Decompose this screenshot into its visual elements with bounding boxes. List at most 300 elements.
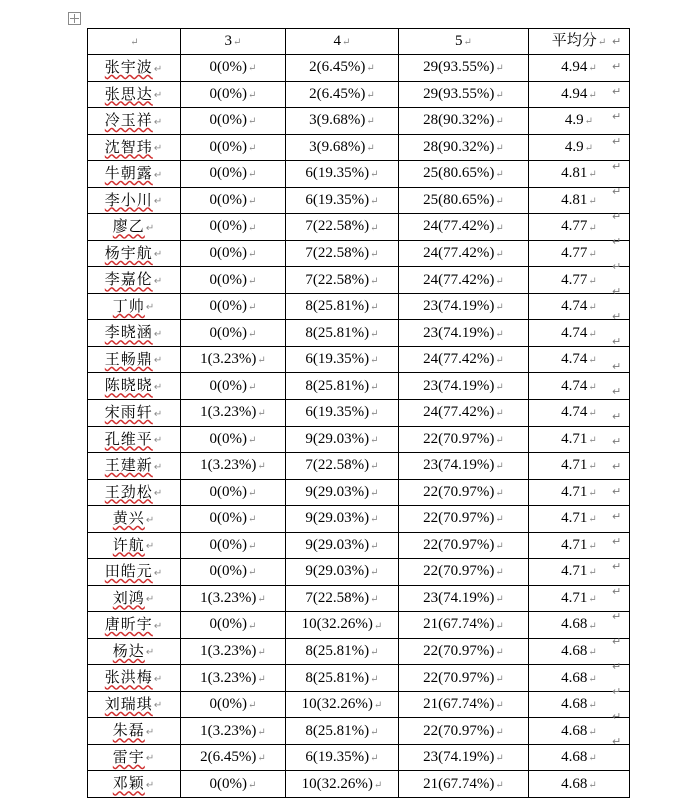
cell-score-4: [286, 665, 399, 692]
cell-average-text: 4.77: [561, 218, 588, 235]
cell-end-mark-icon: ↵: [584, 142, 594, 154]
paragraph-end-mark-icon: ↵: [612, 561, 622, 573]
cell-student-name-text: 沈智玮: [104, 138, 153, 156]
cell-end-mark-icon: ↵: [248, 779, 257, 791]
cell-end-mark-icon: ↵: [370, 593, 379, 605]
cell-score-4: [286, 346, 399, 373]
cell-score-4: [286, 426, 399, 453]
cell-end-mark-icon: ↵: [153, 63, 164, 75]
table-row: [88, 320, 630, 347]
cell-score-3-text: 0(0%): [209, 85, 248, 102]
cell-score-5: [399, 665, 529, 692]
cell-score-3-text: 0(0%): [209, 298, 248, 315]
cell-score-5: [399, 161, 529, 188]
cell-average-text: 4.81: [561, 191, 588, 208]
cell-student-name-text: 杨宇航: [104, 244, 153, 262]
cell-score-3-text: 0(0%): [209, 563, 248, 580]
cell-score-4-text: 9(29.03%): [305, 483, 370, 500]
cell-score-5: [399, 691, 529, 718]
cell-score-3-text: 0(0%): [209, 377, 248, 394]
cell-end-mark-icon: ↵: [495, 275, 504, 287]
cell-end-mark-icon: ↵: [597, 37, 607, 49]
cell-score-5-text: 24(77.42%): [423, 218, 495, 235]
cell-end-mark-icon: ↵: [495, 540, 504, 552]
paragraph-end-mark-icon: ↵: [612, 586, 622, 598]
cell-score-3: [181, 479, 286, 506]
cell-score-4-text: 8(25.81%): [305, 642, 370, 659]
cell-end-mark-icon: ↵: [495, 408, 504, 420]
cell-score-5-text: 23(74.19%): [423, 324, 495, 341]
paragraph-end-mark-icon: ↵: [612, 486, 622, 498]
cell-student-name: [88, 293, 181, 320]
cell-average-text: 4.9: [564, 138, 584, 155]
cell-average-text: 4.68: [561, 749, 588, 766]
cell-end-mark-icon: ↵: [370, 408, 379, 420]
cell-end-mark-icon: ↵: [153, 169, 164, 181]
paragraph-end-mark-icon: ↵: [612, 661, 622, 673]
cell-average-text: 4.81: [561, 165, 588, 182]
cell-end-mark-icon: ↵: [495, 434, 504, 446]
cell-score-5-text: 23(74.19%): [423, 377, 495, 394]
cell-score-4-text: 9(29.03%): [305, 536, 370, 553]
table-row: [88, 293, 630, 320]
cell-score-4-text: 6(19.35%): [305, 749, 370, 766]
cell-end-mark-icon: ↵: [588, 196, 597, 208]
table-row: [88, 240, 630, 267]
table-row: [88, 55, 630, 82]
cell-score-4-text: 9(29.03%): [305, 430, 370, 447]
cell-end-mark-icon: ↵: [370, 169, 379, 181]
cell-end-mark-icon: ↵: [257, 355, 266, 367]
cell-average-text: 4.74: [561, 298, 588, 315]
cell-score-4: [286, 479, 399, 506]
cell-end-mark-icon: ↵: [588, 169, 597, 181]
paragraph-end-mark-icon: ↵: [612, 136, 622, 148]
cell-score-5-text: 29(93.55%): [423, 59, 495, 76]
cell-end-mark-icon: ↵: [248, 540, 257, 552]
cell-score-5: [399, 346, 529, 373]
cell-average: [529, 771, 630, 798]
cell-score-3: [181, 267, 286, 294]
cell-score-4-text: 9(29.03%): [305, 510, 370, 527]
cell-end-mark-icon: ↵: [153, 700, 164, 712]
paragraph-end-mark-icon: ↵: [612, 61, 622, 73]
cell-average-text: 4.71: [561, 483, 588, 500]
cell-score-5-text: 24(77.42%): [423, 245, 495, 262]
cell-score-3: [181, 638, 286, 665]
cell-end-mark-icon: ↵: [153, 408, 164, 420]
cell-score-5-text: 23(74.19%): [423, 589, 495, 606]
cell-student-name-text: 黄兴: [112, 510, 145, 528]
table-row: [88, 559, 630, 586]
cell-student-name-text: 丁帅: [112, 297, 145, 315]
cell-end-mark-icon: ↵: [370, 647, 379, 659]
cell-end-mark-icon: ↵: [588, 753, 597, 765]
cell-score-5: [399, 108, 529, 135]
cell-end-mark-icon: ↵: [145, 594, 156, 606]
table-row: [88, 134, 630, 161]
cell-score-5-text: 25(80.65%): [423, 191, 495, 208]
cell-score-5: [399, 267, 529, 294]
cell-end-mark-icon: ↵: [588, 302, 597, 314]
cell-end-mark-icon: ↵: [153, 116, 164, 128]
paragraph-end-mark-icon: ↵: [612, 611, 622, 623]
cell-student-name-text: 雷宇: [112, 748, 145, 766]
column-header-name: [88, 29, 181, 55]
cell-score-4: [286, 293, 399, 320]
cell-score-5: [399, 718, 529, 745]
cell-end-mark-icon: ↵: [495, 514, 504, 526]
cell-end-mark-icon: ↵: [373, 620, 383, 632]
cell-score-5-text: 22(70.97%): [423, 722, 495, 739]
cell-score-5: [399, 134, 529, 161]
cell-end-mark-icon: ↵: [370, 249, 379, 261]
cell-score-5: [399, 771, 529, 798]
paragraph-end-mark-icon: ↵: [612, 636, 622, 648]
table-row: [88, 532, 630, 559]
cell-score-3: [181, 187, 286, 214]
cell-end-mark-icon: ↵: [248, 196, 257, 208]
cell-end-mark-icon: ↵: [495, 355, 504, 367]
paragraph-end-mark-icon: ↵: [612, 686, 622, 698]
cell-end-mark-icon: ↵: [495, 381, 504, 393]
cell-average-text: 4.71: [561, 430, 588, 447]
cell-score-4: [286, 532, 399, 559]
cell-end-mark-icon: ↵: [588, 89, 597, 101]
cell-score-4-text: 8(25.81%): [305, 722, 370, 739]
cell-end-mark-icon: ↵: [495, 116, 504, 128]
cell-score-4: [286, 214, 399, 241]
cell-student-name: [88, 134, 181, 161]
paragraph-end-mark-icon: ↵: [612, 361, 622, 373]
cell-end-mark-icon: ↵: [257, 647, 266, 659]
cell-student-name-text: 朱磊: [112, 722, 145, 740]
cell-end-mark-icon: ↵: [145, 726, 156, 738]
cell-end-mark-icon: ↵: [588, 328, 597, 340]
cell-score-3: [181, 506, 286, 533]
cell-average-text: 4.77: [561, 245, 588, 262]
table-body: [88, 55, 630, 798]
cell-student-name-text: 邓颖: [112, 775, 145, 793]
cell-score-3: [181, 214, 286, 241]
cell-score-3: [181, 81, 286, 108]
cell-average-text: 4.68: [561, 775, 588, 792]
cell-end-mark-icon: ↵: [153, 275, 164, 287]
cell-end-mark-icon: ↵: [366, 142, 375, 154]
cell-average-text: 4.71: [561, 536, 588, 553]
cell-student-name: [88, 559, 181, 586]
cell-score-5-text: 22(70.97%): [423, 510, 495, 527]
cell-end-mark-icon: ↵: [153, 328, 164, 340]
paragraph-end-mark-icon: ↵: [612, 186, 622, 198]
cell-score-3-text: 0(0%): [209, 271, 248, 288]
cell-score-3-text: 0(0%): [209, 536, 248, 553]
cell-score-3-text: 0(0%): [209, 696, 248, 713]
table-row: [88, 267, 630, 294]
cell-end-mark-icon: ↵: [370, 302, 379, 314]
cell-score-3-text: 1(3.23%): [200, 351, 257, 368]
cell-end-mark-icon: ↵: [248, 567, 257, 579]
cell-student-name: [88, 346, 181, 373]
cell-student-name-text: 田皓元: [104, 563, 153, 581]
cell-student-name-text: 李嘉伦: [104, 271, 153, 289]
cell-end-mark-icon: ↵: [370, 222, 379, 234]
cell-score-4: [286, 399, 399, 426]
cell-score-4-text: 3(9.68%): [309, 138, 366, 155]
paragraph-end-mark-icon: ↵: [612, 711, 622, 723]
cell-score-5: [399, 506, 529, 533]
cell-end-mark-icon: ↵: [145, 647, 156, 659]
cell-student-name: [88, 426, 181, 453]
cell-end-mark-icon: ↵: [373, 700, 383, 712]
paragraph-end-mark-icon: ↵: [612, 36, 622, 48]
column-header-score-3-label: 3: [224, 33, 233, 49]
cell-score-3-text: 0(0%): [209, 59, 248, 76]
cell-student-name-text: 王畅鼎: [104, 350, 153, 368]
cell-average-text: 4.71: [561, 510, 588, 527]
cell-end-mark-icon: ↵: [248, 116, 257, 128]
cell-student-name-text: 刘鸿: [112, 589, 145, 607]
cell-score-5: [399, 399, 529, 426]
cell-score-5-text: 22(70.97%): [423, 563, 495, 580]
table-row: [88, 665, 630, 692]
cell-student-name: [88, 267, 181, 294]
cell-end-mark-icon: ↵: [495, 647, 504, 659]
cell-score-4: [286, 267, 399, 294]
table-row: [88, 81, 630, 108]
cell-score-3: [181, 161, 286, 188]
cell-end-mark-icon: ↵: [584, 116, 594, 128]
cell-score-3: [181, 108, 286, 135]
cell-score-5: [399, 585, 529, 612]
cell-end-mark-icon: ↵: [248, 302, 257, 314]
cell-score-3-text: 0(0%): [209, 138, 248, 155]
cell-student-name-text: 张洪梅: [104, 669, 153, 687]
table-row: [88, 108, 630, 135]
paragraph-end-mark-icon: ↵: [612, 261, 622, 273]
cell-score-3: [181, 744, 286, 771]
cell-end-mark-icon: ↵: [588, 673, 597, 685]
cell-score-4-text: 10(32.26%): [301, 696, 373, 713]
cell-score-3-text: 0(0%): [209, 483, 248, 500]
cell-end-mark-icon: ↵: [588, 647, 597, 659]
cell-end-mark-icon: ↵: [248, 328, 257, 340]
cell-average-text: 4.94: [561, 59, 588, 76]
cell-end-mark-icon: ↵: [248, 381, 257, 393]
cell-student-name-text: 张宇波: [104, 59, 153, 77]
grade-table: [87, 28, 630, 798]
table-row: [88, 771, 630, 798]
cell-score-5: [399, 373, 529, 400]
cell-score-5-text: 25(80.65%): [423, 165, 495, 182]
cell-student-name: [88, 771, 181, 798]
cell-score-3: [181, 55, 286, 82]
cell-end-mark-icon: ↵: [495, 779, 504, 791]
column-header-score-4: [286, 29, 399, 55]
cell-score-4-text: 9(29.03%): [305, 563, 370, 580]
cell-end-mark-icon: ↵: [588, 567, 597, 579]
cell-end-mark-icon: ↵: [588, 700, 597, 712]
cell-average-text: 4.74: [561, 351, 588, 368]
cell-student-name-text: 廖乙: [112, 218, 145, 236]
cell-end-mark-icon: ↵: [588, 540, 597, 552]
cell-score-3-text: 0(0%): [209, 191, 248, 208]
cell-end-mark-icon: ↵: [153, 381, 164, 393]
cell-score-3-text: 0(0%): [209, 616, 248, 633]
paragraph-end-mark-icon: ↵: [612, 511, 622, 523]
cell-end-mark-icon: ↵: [342, 37, 351, 49]
cell-score-3-text: 0(0%): [209, 430, 248, 447]
cell-end-mark-icon: ↵: [495, 620, 504, 632]
cell-end-mark-icon: ↵: [495, 169, 504, 181]
table-header-row: [88, 29, 630, 55]
cell-score-5: [399, 744, 529, 771]
cell-student-name-text: 王建新: [104, 457, 153, 475]
cell-average-text: 4.68: [561, 642, 588, 659]
cell-score-4: [286, 134, 399, 161]
cell-score-3: [181, 559, 286, 586]
cell-score-5-text: 22(70.97%): [423, 642, 495, 659]
cell-student-name: [88, 585, 181, 612]
paragraph-end-mark-icon: ↵: [612, 436, 622, 448]
cell-score-3: [181, 771, 286, 798]
cell-score-5-text: 22(70.97%): [423, 483, 495, 500]
cell-student-name-text: 孔维平: [104, 430, 153, 448]
cell-end-mark-icon: ↵: [588, 726, 597, 738]
cell-end-mark-icon: ↵: [495, 700, 504, 712]
cell-score-5: [399, 55, 529, 82]
cell-end-mark-icon: ↵: [373, 779, 383, 791]
cell-student-name: [88, 161, 181, 188]
cell-student-name-text: 李小川: [104, 191, 153, 209]
cell-end-mark-icon: ↵: [153, 620, 164, 632]
cell-student-name-text: 王劲松: [104, 483, 153, 501]
cell-end-mark-icon: ↵: [370, 540, 379, 552]
column-header-score-4-label: 4: [333, 33, 342, 49]
cell-score-3: [181, 691, 286, 718]
cell-score-5-text: 29(93.55%): [423, 85, 495, 102]
cell-student-name-text: 宋雨轩: [104, 403, 153, 421]
cell-end-mark-icon: ↵: [145, 302, 156, 314]
cell-end-mark-icon: ↵: [248, 700, 257, 712]
cell-end-mark-icon: ↵: [588, 461, 597, 473]
cell-end-mark-icon: ↵: [588, 434, 597, 446]
cell-score-4-text: 8(25.81%): [305, 298, 370, 315]
cell-end-mark-icon: ↵: [145, 779, 156, 791]
cell-end-mark-icon: ↵: [248, 275, 257, 287]
cell-end-mark-icon: ↵: [145, 541, 156, 553]
document-body: [0, 28, 693, 798]
cell-score-5: [399, 293, 529, 320]
cell-score-4: [286, 506, 399, 533]
cell-score-5: [399, 612, 529, 639]
table-move-handle-icon[interactable]: [68, 12, 81, 25]
cell-student-name-text: 唐昕宇: [104, 616, 153, 634]
cell-score-5: [399, 453, 529, 480]
cell-end-mark-icon: ↵: [588, 487, 597, 499]
cell-score-4-text: 7(22.58%): [305, 457, 370, 474]
cell-score-3-text: 2(6.45%): [200, 749, 257, 766]
cell-end-mark-icon: ↵: [588, 381, 597, 393]
paragraph-end-mark-icon: ↵: [612, 461, 622, 473]
cell-score-5-text: 24(77.42%): [423, 404, 495, 421]
cell-student-name: [88, 612, 181, 639]
cell-score-5-text: 22(70.97%): [423, 536, 495, 553]
cell-score-5-text: 24(77.42%): [423, 351, 495, 368]
cell-score-4-text: 7(22.58%): [305, 589, 370, 606]
cell-average-text: 4.74: [561, 377, 588, 394]
cell-score-4: [286, 612, 399, 639]
cell-end-mark-icon: ↵: [248, 169, 257, 181]
cell-end-mark-icon: ↵: [153, 143, 164, 155]
cell-student-name: [88, 718, 181, 745]
cell-score-4-text: 7(22.58%): [305, 218, 370, 235]
table-row: [88, 346, 630, 373]
cell-end-mark-icon: ↵: [495, 593, 504, 605]
cell-score-3-text: 1(3.23%): [200, 722, 257, 739]
cell-score-3: [181, 426, 286, 453]
table-row: [88, 453, 630, 480]
cell-score-4-text: 7(22.58%): [305, 245, 370, 262]
cell-student-name: [88, 691, 181, 718]
cell-student-name: [88, 187, 181, 214]
cell-student-name-text: 许航: [112, 536, 145, 554]
cell-score-5: [399, 479, 529, 506]
cell-student-name: [88, 453, 181, 480]
cell-average-text: 4.68: [561, 722, 588, 739]
cell-score-4: [286, 771, 399, 798]
cell-end-mark-icon: ↵: [153, 249, 164, 261]
cell-student-name: [88, 214, 181, 241]
cell-end-mark-icon: ↵: [588, 63, 597, 75]
table-row: [88, 399, 630, 426]
cell-score-5-text: 28(90.32%): [423, 138, 495, 155]
cell-score-4: [286, 187, 399, 214]
cell-score-5-text: 22(70.97%): [423, 669, 495, 686]
paragraph-end-mark-icon: ↵: [612, 536, 622, 548]
cell-end-mark-icon: ↵: [153, 567, 164, 579]
cell-end-mark-icon: ↵: [370, 673, 379, 685]
column-header-average-label: 平均分: [551, 33, 597, 49]
cell-end-mark-icon: ↵: [588, 620, 597, 632]
cell-end-mark-icon: ↵: [145, 222, 156, 234]
cell-score-4: [286, 81, 399, 108]
cell-end-mark-icon: ↵: [495, 753, 504, 765]
cell-average-text: 4.94: [561, 85, 588, 102]
cell-end-mark-icon: ↵: [588, 249, 597, 261]
cell-score-5: [399, 532, 529, 559]
cell-score-5-text: 24(77.42%): [423, 271, 495, 288]
cell-end-mark-icon: ↵: [233, 37, 242, 49]
cell-score-5: [399, 81, 529, 108]
table-row: [88, 585, 630, 612]
cell-score-5-text: 23(74.19%): [423, 749, 495, 766]
table-row: [88, 638, 630, 665]
cell-student-name: [88, 81, 181, 108]
table-row: [88, 161, 630, 188]
cell-score-3-text: 0(0%): [209, 165, 248, 182]
table-row: [88, 612, 630, 639]
cell-score-3-text: 1(3.23%): [200, 642, 257, 659]
cell-score-5-text: 21(67.74%): [423, 775, 495, 792]
cell-score-3: [181, 612, 286, 639]
cell-score-5-text: 21(67.74%): [423, 696, 495, 713]
column-header-score-3: [181, 29, 286, 55]
cell-student-name-text: 杨达: [112, 642, 145, 660]
table-row: [88, 373, 630, 400]
cell-score-3: [181, 240, 286, 267]
cell-end-mark-icon: ↵: [495, 461, 504, 473]
